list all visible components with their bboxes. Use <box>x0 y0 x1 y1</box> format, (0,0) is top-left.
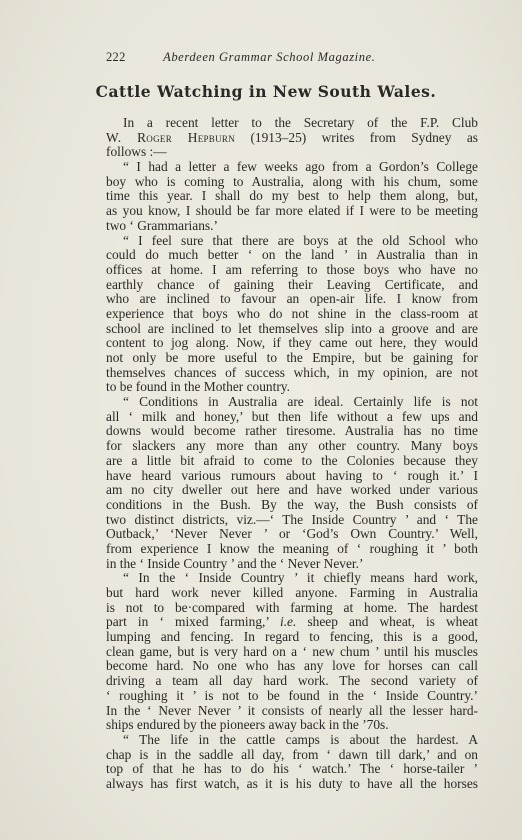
text-line: time this year. I shall do my best to help them along, but, <box>106 188 478 204</box>
text-line: from experience I know the meaning of ‘ roughing it ’ both <box>106 540 478 556</box>
text-line: two distinct districts, viz.—‘ The Inside Country ’ and ‘ The <box>106 511 478 527</box>
author-name: W. Roger Hepburn <box>106 129 236 145</box>
text-line: content to jog along. Now, if they came out here, they would <box>106 335 478 351</box>
text-line: ships endured by the pioneers away back in the ’70s. <box>106 717 389 733</box>
text-line: are a little bit afraid to come to the Colonies because they <box>106 452 478 468</box>
text-line: chap is in the saddle all day, from ‘ dawn till dark,’ and on <box>106 746 478 762</box>
running-head <box>106 50 466 65</box>
page-number: 222 <box>106 50 126 64</box>
text-line: “ I had a letter a few weeks ago from a Gordon’s College <box>123 159 478 175</box>
text-line: “ Conditions in Australia are ideal. Certainly life is not <box>123 394 478 410</box>
text-line: but hard work never killed anyone. Farming in Australia <box>106 585 478 600</box>
text-line: to be found in the Mother country. <box>106 379 290 395</box>
text-line: offices at home. I am referring to those boys who have no <box>106 261 478 277</box>
text-line: “ The life in the cattle camps is about the hardest. A <box>123 731 478 747</box>
text-line: “ In the ‘ Inside Country ’ it chiefly means hard work, <box>123 570 478 586</box>
article-body <box>106 116 478 792</box>
text-line: could do much better ‘ on the land ’ in Australia than in <box>106 247 478 263</box>
text-line: W. Roger Hepburn (1913–25) writes from Sydney as <box>106 129 478 145</box>
text-line: themselves chances of success which, in my opinion, are not <box>106 364 478 380</box>
italic-ie: i.e. <box>279 614 297 630</box>
article-title: Cattle Watching in New South Wales. <box>95 82 437 101</box>
magazine-title: Aberdeen Grammar School Magazine. <box>163 50 376 64</box>
text-line: who are inclined to favour an open-air life. I know from <box>106 291 478 307</box>
text-line: always has first watch, as it is his duty to have all the horses <box>106 775 478 791</box>
text-line: clean game, but is very hard on a ‘ new chum ’ until his muscles <box>106 643 478 659</box>
text-line: school are inclined to let themselves slip into a groove and are <box>106 320 478 336</box>
text-line: boy who is coming to Australia, along with his chum, some <box>106 173 478 189</box>
text-line: “ I feel sure that there are boys at the old School who <box>123 232 478 248</box>
text-line: become hard. No one who has any love for horses can call <box>106 658 478 674</box>
text-line: two ‘ Grammarians.’ <box>106 217 218 233</box>
text-line: conditions in the Bush. By the way, the Bush consists of <box>106 496 478 512</box>
text-line: as you know, I should be far more elated if I were to be meeting <box>106 203 478 219</box>
text-line: am no city dweller out here and have worked under various <box>106 482 478 498</box>
text-line: in the ‘ Inside Country ’ and the ‘ Never Never.’ <box>106 555 364 571</box>
text-line: for slackers any more than any other country. Many boys <box>106 438 478 454</box>
text-line: part in ‘ mixed farming,’ i.e. sheep and wheat, is wheat <box>106 614 478 630</box>
text-line: In a recent letter to the Secretary of the F.P. Club <box>123 115 478 130</box>
text-line: Outback,’ ‘Never Never ’ or ‘God’s Own Country.’ Well, <box>106 526 478 542</box>
text-line: not only be more useful to the Empire, but be gaining for <box>106 350 478 365</box>
text-line: earthly chance of gaining their Leaving Certificate, and <box>106 276 478 292</box>
text-line: driving a team all day hard work. The second variety of <box>106 673 478 689</box>
text-line: In the ‘ Never Never ’ it consists of nearly all the lesser hard- <box>106 702 478 718</box>
text-line: have heard various rumours about having to ‘ rough it.’ I <box>106 467 478 483</box>
text-line: top of that he has to do his ‘ watch.’ The ‘ horse-tailer ’ <box>106 761 478 777</box>
text-line: follows :— <box>106 144 167 160</box>
text-line: is not to be·compared with farming at home. The hardest <box>106 599 478 615</box>
text-line: all ‘ milk and honey,’ but then life without a few ups and <box>106 408 478 424</box>
text-line: downs would become rather tiresome. Australia has no time <box>106 423 478 439</box>
text-line: ‘ roughing it ’ is not to be found in the ‘ Inside Country.’ <box>106 687 478 703</box>
text-line: lumping and fencing. In regard to fencing, this is a good, <box>106 629 478 645</box>
text-line: experience that boys who do not shine in the class-room at <box>106 305 478 321</box>
